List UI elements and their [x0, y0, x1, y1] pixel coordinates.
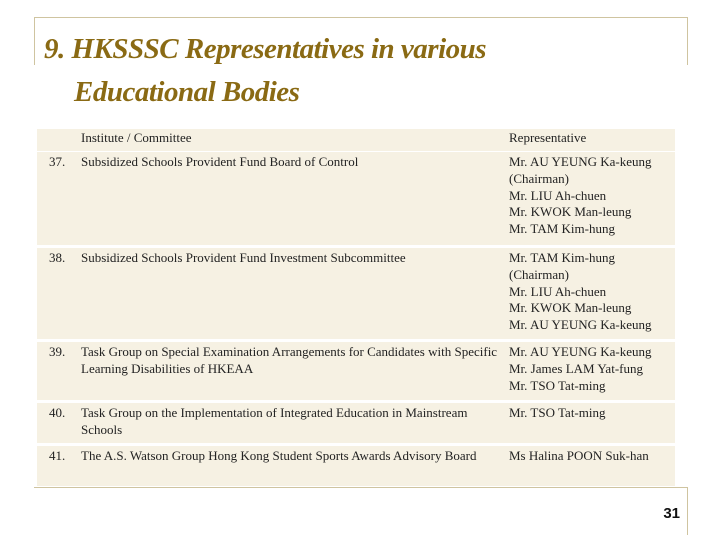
row-representatives [503, 248, 675, 339]
table-row [37, 151, 675, 245]
row-institute: Task Group on Special Examination Arrangements for Candidates with Specific Learning Disabilities of HKEAA [81, 344, 498, 376]
header-num [37, 145, 71, 151]
representative: Mr. AU YEUNG Ka-keung [509, 317, 652, 333]
representative: Ms Halina POON Suk-han [509, 448, 649, 463]
row-institute: Subsidized Schools Provident Fund Board of Control [81, 154, 359, 169]
row-institute: Task Group on the Implementation of Integrated Education in Mainstream Schools [81, 405, 468, 437]
row-number: 39. [49, 344, 66, 359]
representative: (Chairman) [509, 266, 569, 282]
representative: Mr. TSO Tat-ming [509, 377, 606, 393]
row-representatives [503, 342, 675, 400]
representative: Mr. TSO Tat-ming [509, 405, 606, 420]
row-representatives [503, 152, 675, 245]
top-border [34, 17, 688, 18]
slide-title [44, 28, 684, 114]
representative: Mr. LIU Ah-chuen [509, 187, 607, 203]
header-representative: Representative [509, 130, 587, 146]
row-institute: The A.S. Watson Group Hong Kong Student Sports Awards Advisory Board [81, 448, 477, 463]
page-number: 31 [663, 505, 680, 522]
table-row [37, 341, 675, 400]
row-number: 40. [49, 405, 66, 420]
representative: Mr. AU YEUNG Ka-keung [509, 154, 652, 169]
table-row [37, 445, 675, 486]
row-number: 41. [49, 448, 66, 463]
title-line-2: Educational Bodies [74, 76, 300, 108]
left-border [34, 17, 35, 65]
table-row [37, 402, 675, 443]
representative: Mr. AU YEUNG Ka-keung [509, 344, 652, 359]
table-row [37, 247, 675, 339]
representative: (Chairman) [509, 170, 569, 186]
representative: Mr. KWOK Man-leung [509, 300, 632, 316]
representatives-table [37, 129, 675, 488]
bottom-border [34, 487, 688, 488]
representative: Mr. TAM Kim-hung [509, 250, 615, 265]
row-number: 38. [49, 250, 66, 265]
row-institute: Subsidized Schools Provident Fund Investment Subcommittee [81, 250, 406, 265]
bottom-right-border [687, 487, 688, 535]
representative: Mr. James LAM Yat-fung [509, 360, 643, 376]
row-number: 37. [49, 154, 66, 169]
row-representatives [503, 403, 675, 443]
representative: Mr. LIU Ah-chuen [509, 283, 607, 299]
table-header [37, 129, 675, 151]
title-line-1: 9. HKSSSC Representatives in various [44, 33, 487, 65]
header-institute: Institute / Committee [81, 130, 192, 146]
row-representatives [503, 446, 675, 486]
representative: Mr. TAM Kim-hung [509, 221, 615, 237]
representative: Mr. KWOK Man-leung [509, 204, 632, 220]
right-border [687, 17, 688, 65]
